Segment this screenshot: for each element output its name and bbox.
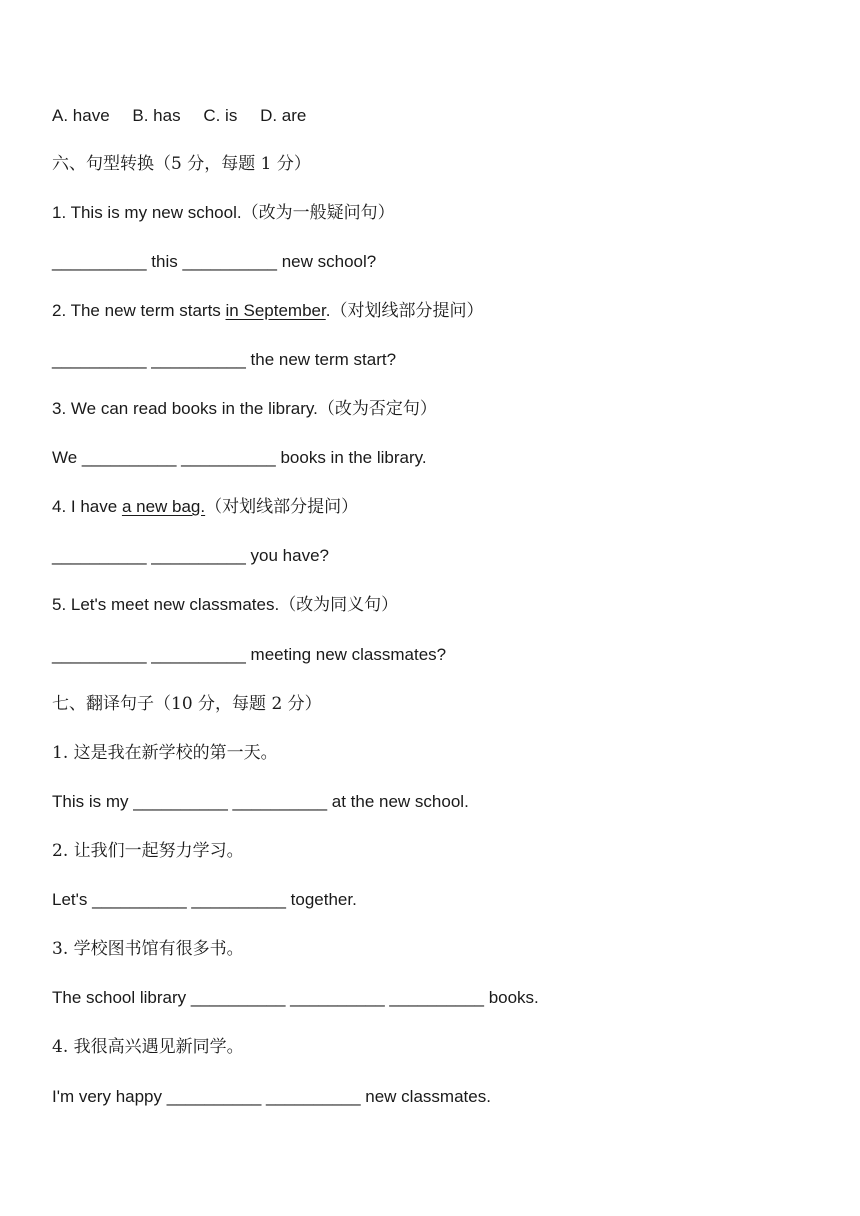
s7-q3-answer: The school library __________ __________ __________ books. [52, 988, 539, 1007]
s6-q2-sentence-start: 2. The new term starts [52, 301, 226, 320]
s7-q4-prompt: 4. 我很高兴遇见新同学。 [52, 1037, 244, 1057]
s6-q4-sentence-start: 4. I have [52, 497, 122, 516]
s6-q3-sentence: 3. We can read books in the library. [52, 399, 318, 418]
s6-q4-underlined-phrase: a new bag. [121, 497, 206, 516]
s6-q1-instruction: （改为一般疑问句） [241, 203, 395, 223]
s6-q1-sentence: 1. This is my new school. [52, 203, 242, 222]
option-c: C. is [203, 106, 238, 125]
s6-q4-instruction: （对划线部分提问） [205, 497, 359, 517]
s6-q2-sentence-end: . [325, 301, 331, 320]
s6-q5-prompt [52, 592, 842, 618]
s7-q2-prompt: 2. 让我们一起努力学习。 [52, 841, 244, 861]
option-d: D. are [260, 106, 307, 125]
s6-q1-prompt [52, 200, 842, 226]
s6-q2-answer: __________ __________ the new term start? [52, 350, 397, 369]
s6-q2-underlined-phrase: in September [225, 301, 326, 320]
s7-q2-answer: Let's __________ __________ together. [52, 890, 357, 909]
option-a: A. have [52, 106, 110, 125]
s7-q3-prompt: 3. 学校图书馆有很多书。 [52, 939, 244, 959]
s6-q5-answer: __________ __________ meeting new classmates? [52, 645, 447, 664]
s6-q4-answer: __________ __________ you have? [52, 546, 329, 565]
s6-q3-answer: We __________ __________ books in the library. [52, 448, 427, 467]
option-b: B. has [132, 106, 181, 125]
s6-q2-instruction: （对划线部分提问） [330, 301, 484, 321]
s6-q2-prompt [52, 298, 842, 324]
s6-q4-prompt [52, 494, 842, 520]
s7-q1-prompt: 1. 这是我在新学校的第一天。 [52, 743, 278, 763]
s7-q1-answer: This is my __________ __________ at the new school. [52, 792, 469, 811]
s6-q3-instruction: （改为否定句） [317, 399, 437, 419]
s7-q4-answer: I'm very happy __________ __________ new classmates. [52, 1087, 491, 1106]
choice-options [52, 103, 842, 129]
s6-q5-sentence: 5. Let's meet new classmates. [52, 595, 280, 614]
s6-q3-prompt [52, 396, 842, 422]
section-7-heading: 七、翻译句子（10 分，每题 2 分） [52, 694, 322, 714]
section-6-heading: 六、句型转换（5 分，每题 1 分） [52, 154, 311, 174]
s6-q5-instruction: （改为同义句） [279, 595, 399, 615]
s6-q1-answer: __________ this __________ new school? [52, 252, 377, 271]
